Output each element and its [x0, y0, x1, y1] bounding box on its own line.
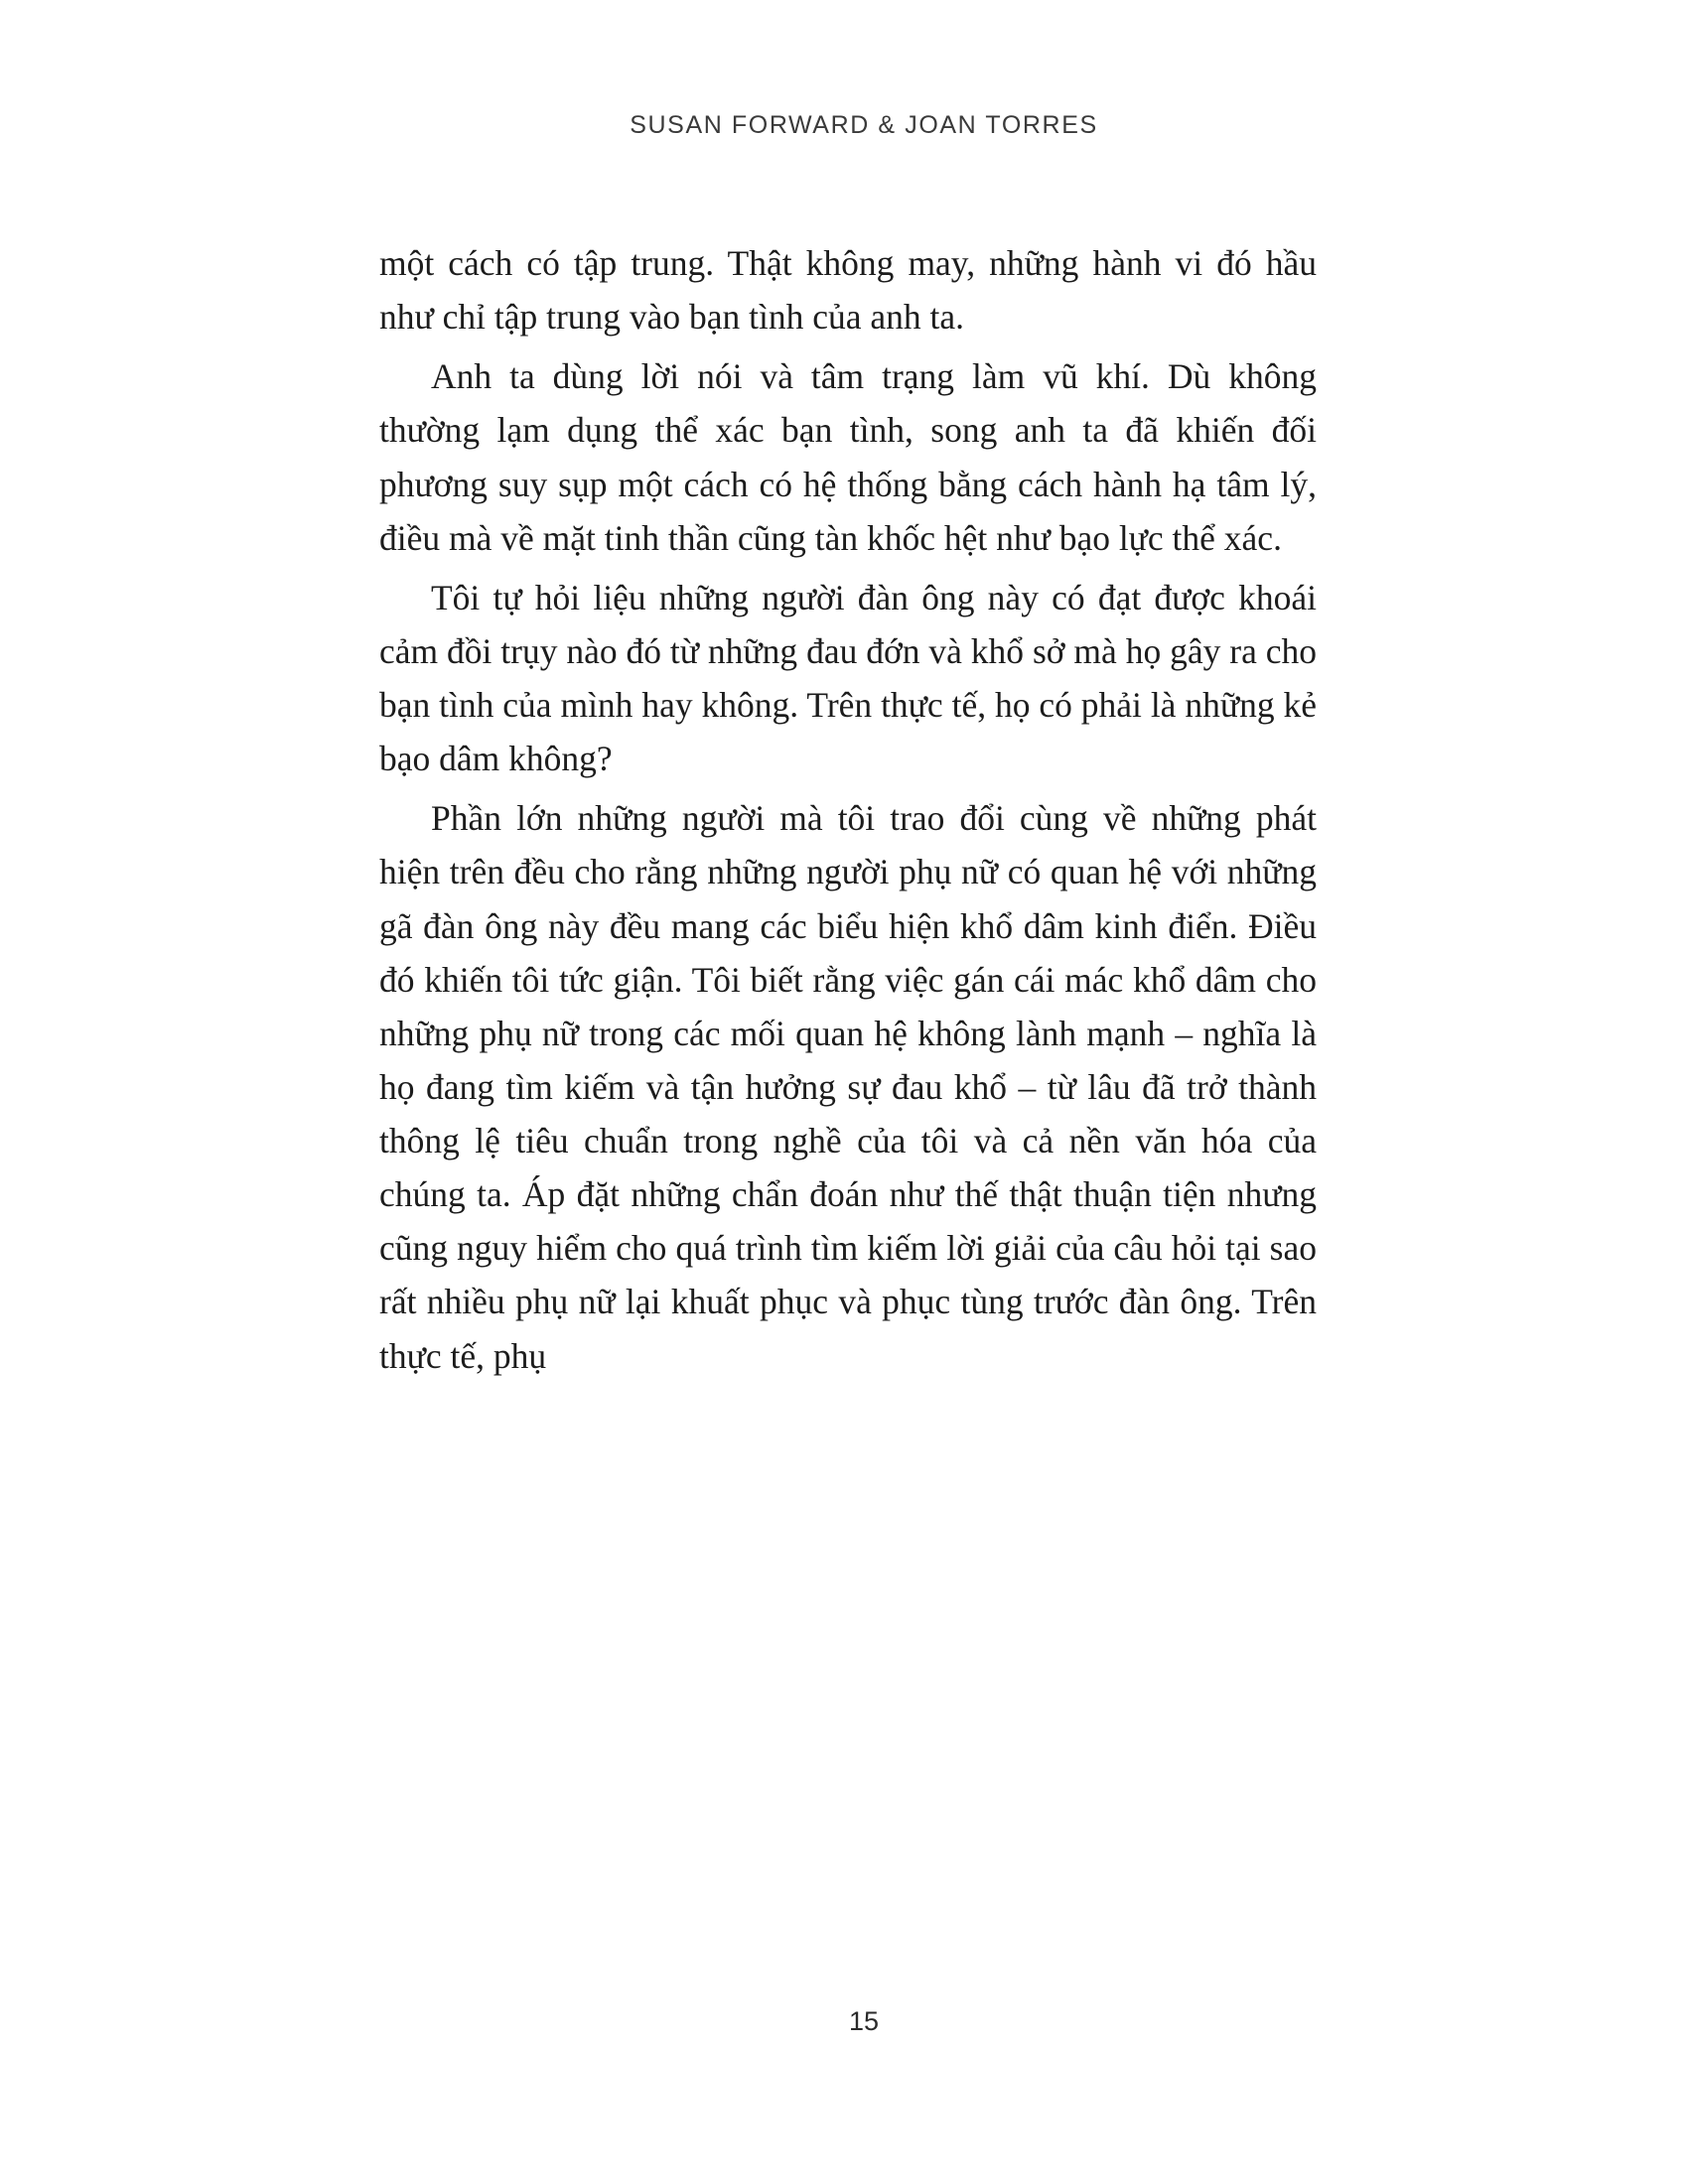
page-number: 15: [848, 2006, 880, 2036]
paragraph: Anh ta dùng lời nói và tâm trạng làm vũ khí. Dù không thường lạm dụng thể xác bạn tình, song anh ta đã khiến đối phương suy sụp một cách có hệ thống bằng cách hành hạ tâm lý, điều mà về mặt tinh thần cũng tàn khốc hệt như bạo lực thể xác.: [379, 356, 1317, 558]
paragraph: một cách có tập trung. Thật không may, những hành vi đó hầu như chỉ tập trung vào bạn tình của anh ta.: [379, 243, 1317, 338]
running-head: SUSAN FORWARD & JOAN TORRES: [630, 111, 1098, 139]
paragraph: Tôi tự hỏi liệu những người đàn ông này có đạt được khoái cảm đồi trụy nào đó từ những đau đớn và khổ sở mà họ gây ra cho bạn tình của mình hay không. Trên thực tế, họ có phải là những kẻ bạo dâm không?: [379, 577, 1317, 779]
paragraph: Phần lớn những người mà tôi trao đổi cùng về những phát hiện trên đều cho rằng những người phụ nữ có quan hệ với những gã đàn ông này đều mang các biểu hiện khổ dâm kinh điển. Điều đó khiến tôi tức giận. Tôi biết rằng việc gán cái mác khổ dâm cho những phụ nữ trong các mối quan hệ không lành mạnh – nghĩa là họ đang tìm kiếm và tận hưởng sự đau khổ – từ lâu đã trở thành thông lệ tiêu chuẩn trong nghề của tôi và cả nền văn hóa của chúng ta. Áp đặt những chẩn đoán như thế thật thuận tiện nhưng cũng nguy hiểm cho quá trình tìm kiếm lời giải của câu hỏi tại sao rất nhiều phụ nữ lại khuất phục và phục tùng trước đàn ông. Trên thực tế, phụ: [379, 798, 1317, 1376]
body-text: [379, 236, 1317, 1383]
